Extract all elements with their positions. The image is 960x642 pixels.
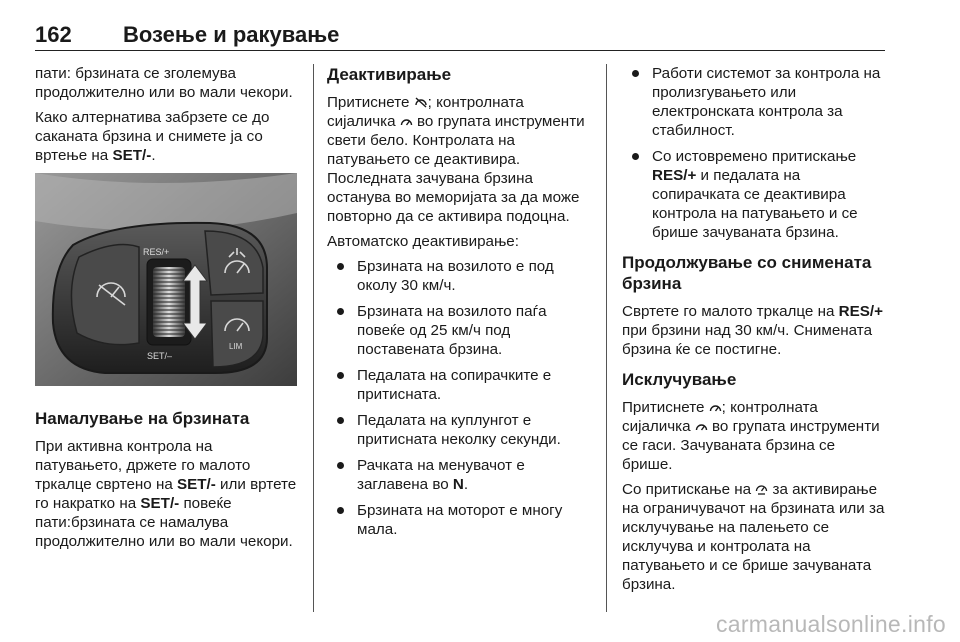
list-item: Педалата на куплунгот е притисната неколку секунди. (327, 411, 589, 449)
deactivation-list-continued (622, 64, 888, 242)
list-item: Брзината на моторот е многу мала. (327, 501, 589, 539)
cruise-control-lamp-icon (400, 115, 413, 127)
res-label: RES/+ (143, 247, 170, 257)
column-divider (313, 64, 314, 612)
watermark: carmanualsonline.info (715, 611, 946, 637)
list-item: Работи системот за контрола на пролизгувањето или електронската контрола за стабилност. (622, 64, 888, 140)
auto-deactivation-list (327, 257, 589, 539)
list-item: Брзината на возилото е под околу 30 км/ч. (327, 257, 589, 295)
column-right (622, 64, 888, 600)
paragraph: пати: брзината се зголемува продолжително или во мали чекори. (35, 65, 293, 101)
steering-wheel-controls-figure (35, 173, 297, 386)
cruise-cancel-icon (414, 96, 428, 108)
paragraph: Притиснете ; контролната сијаличка во групата инструменти се гаси. Зачуваната брзина се брише. (622, 399, 880, 473)
speed-limiter-icon (755, 482, 768, 495)
list-item: Брзината на возилото паѓа повеќе од 25 км/ч под поставената брзина. (327, 302, 589, 359)
list-item: Педалата на сопирачките е притисната. (327, 366, 589, 404)
column-divider (606, 64, 607, 612)
cruise-control-button-icon (709, 401, 722, 413)
section-heading: Деактивирање (327, 65, 452, 84)
column-left (35, 64, 297, 557)
set-label: SET/– (147, 351, 173, 361)
paragraph: Притиснете ; контролната сијаличка во групата инструменти свети бело. Контролата на патувањето се деактивира. Последната зачувана брзина останува во меморијата за да може повторно да се активира подоцна. (327, 94, 585, 225)
chapter-title: Возење и ракување (123, 22, 340, 47)
list-item: Со истовремено притискање RES/+ и педалата на сопирачката се деактивира контрола на патувањето и се брише зачуваната брзина. (622, 147, 888, 242)
section-heading: Продолжување со снимената брзина (622, 253, 872, 293)
page-header (35, 22, 885, 51)
section-heading: Исклучување (622, 370, 737, 389)
paragraph: Автоматско деактивирање: (327, 233, 519, 250)
column-middle (327, 64, 589, 546)
list-item: Рачката на менувачот е заглавена во N. (327, 456, 589, 494)
lim-label: LIM (229, 342, 243, 351)
paragraph: Како алтернатива забрзете се до сакaната брзина и снимете ја со вртење на SET/-. (35, 109, 270, 164)
cruise-control-lamp-icon (695, 420, 708, 432)
section-heading: Намалување на брзината (35, 409, 250, 428)
paragraph: Свртете го малото тркалце на RES/+ при брзини над 30 км/ч. Снимената брзина ќе се постигне. (622, 303, 883, 358)
paragraph: При активна контрола на патувањето, држете го малото тркалце свртено на SET/- или вртете го накратко на SET/- повеќе пати:брзината се намалува продолжително или во мали чекори. (35, 438, 297, 550)
page-number: 162 (35, 22, 72, 47)
paragraph: Со притискање на за активирање на ограничувачот на брзината или за исклучување на палењето се исклучува и контролата на патувањето и се брише зачуваната брзина. (622, 481, 885, 593)
